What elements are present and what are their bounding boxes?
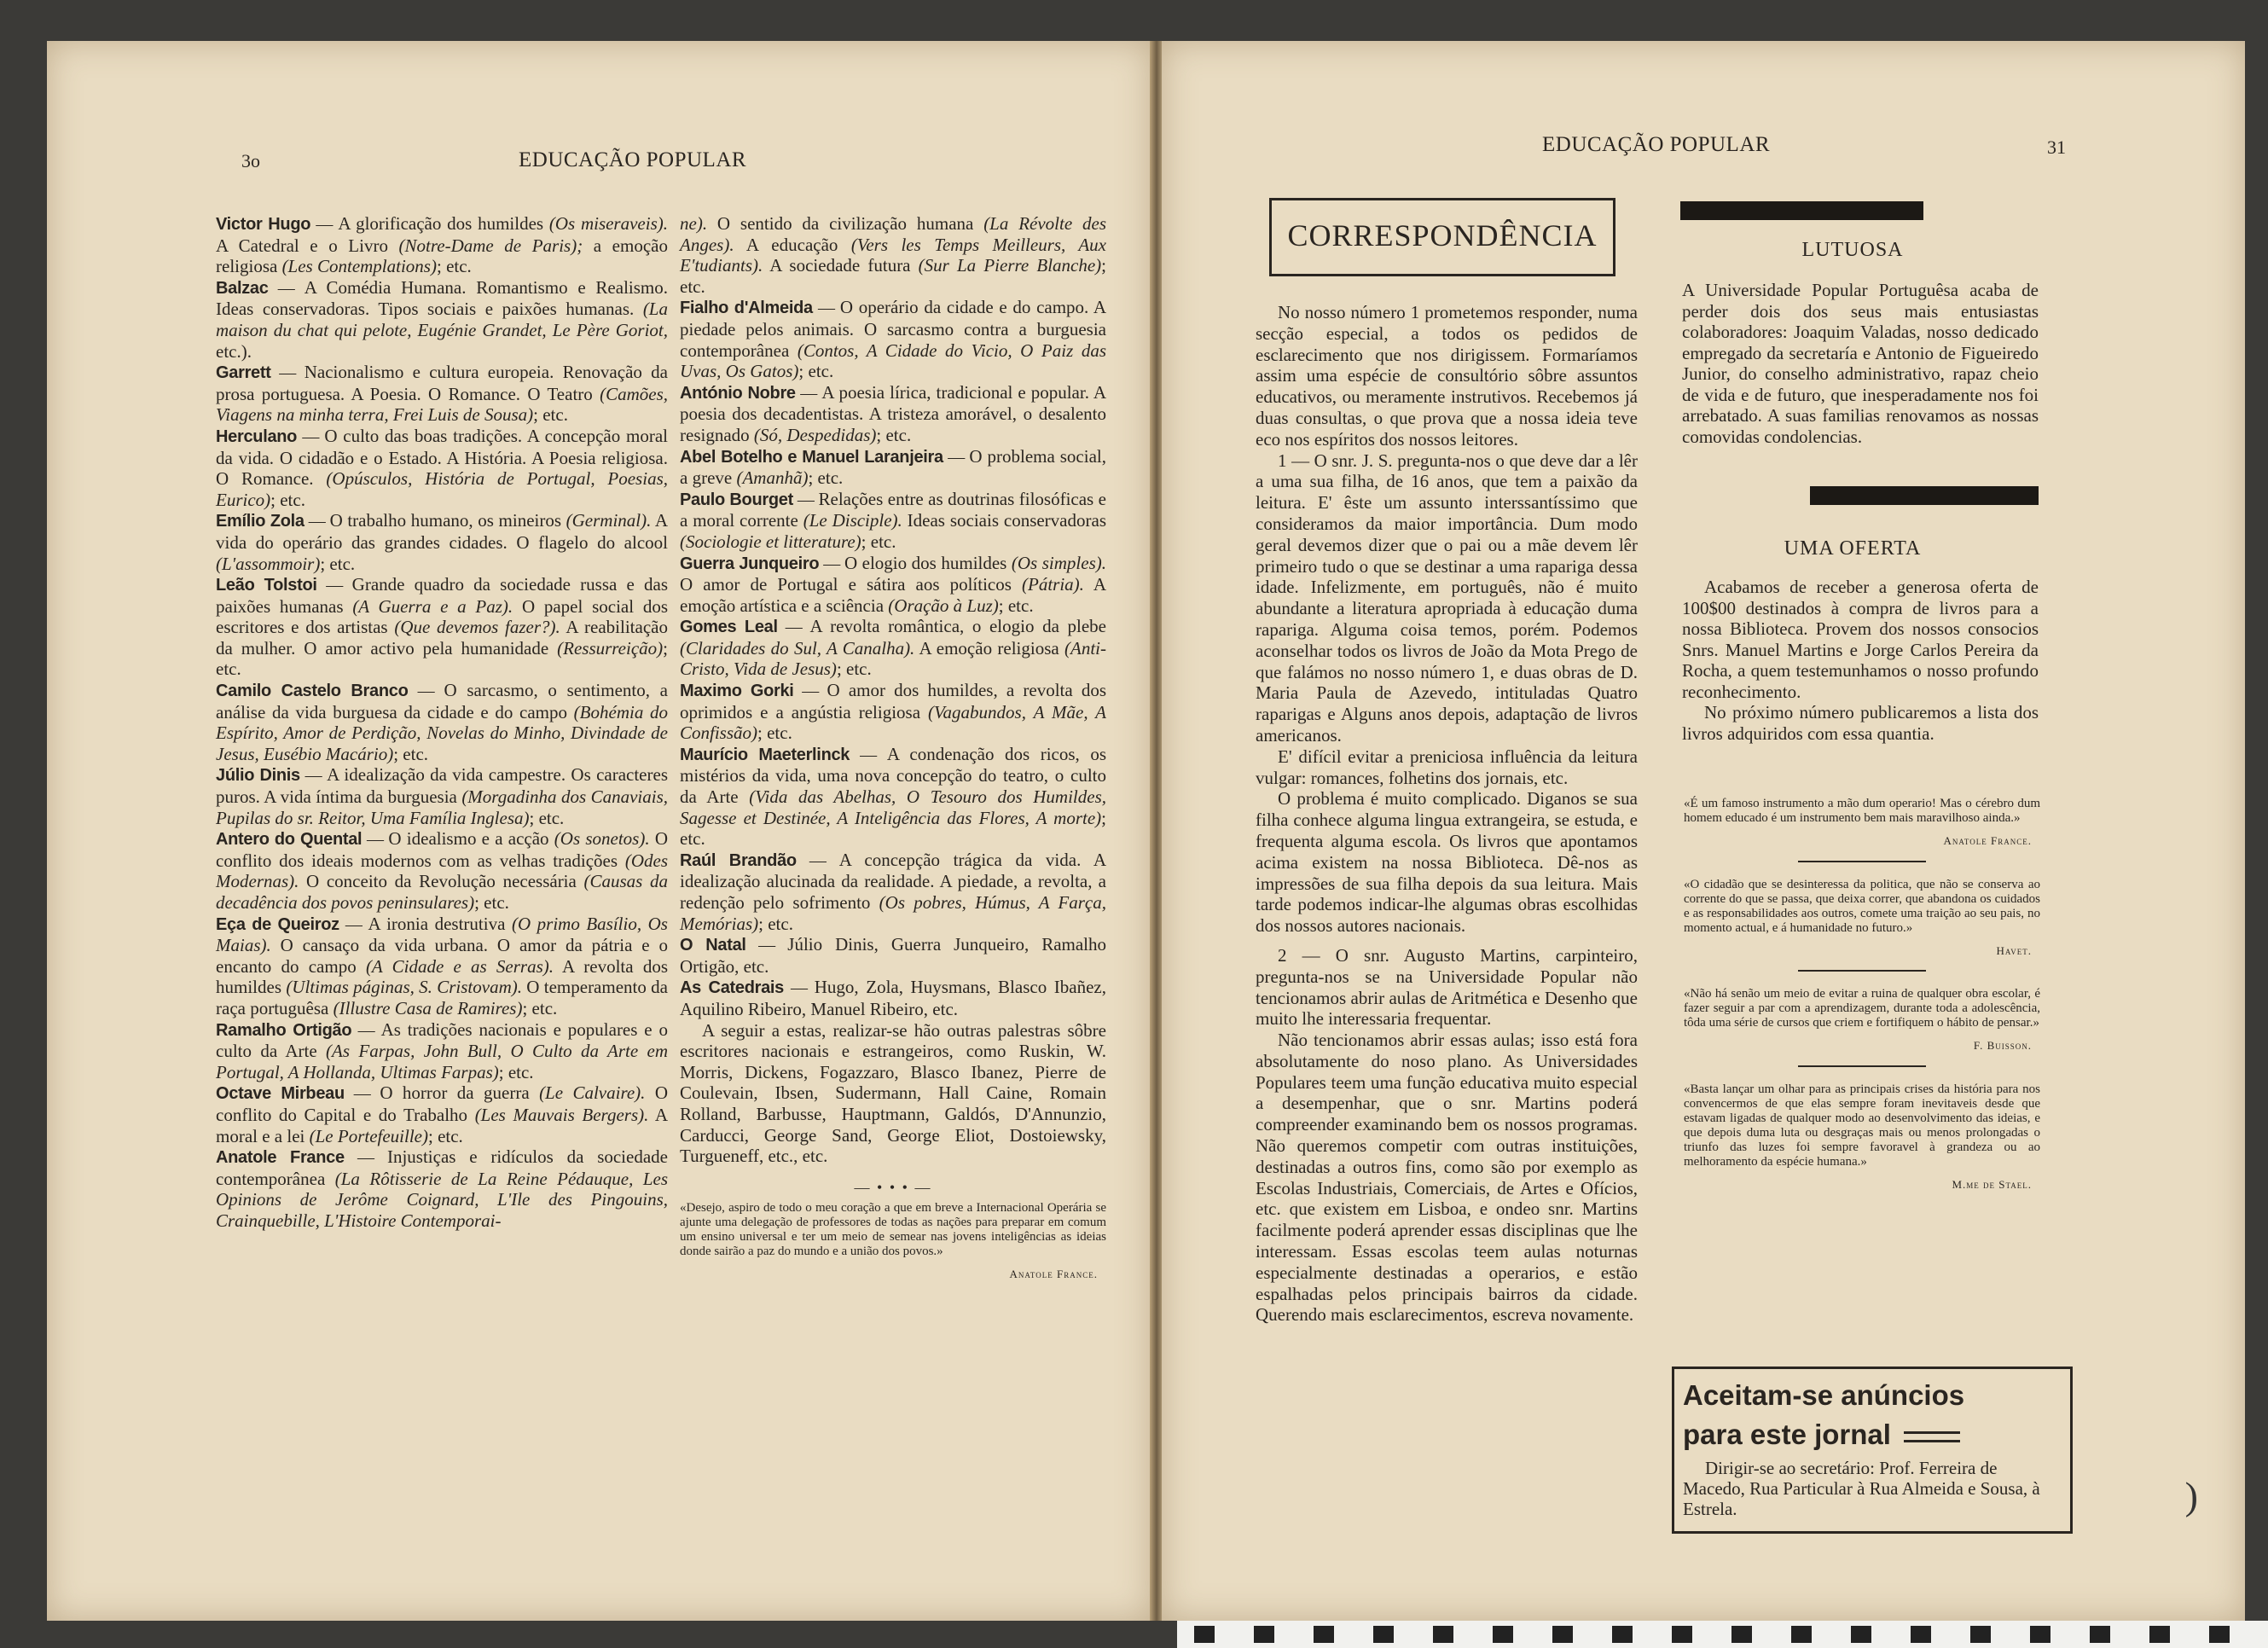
paragraph: 1 — O snr. J. S. pregunta-nos o que deve dar a lêr a uma sua filha, de 16 anos, que tem a paixão da leitura. E' êste um assunto interssantíssimo que consideramos da maior importância. Dum modo geral devemos dizer que o pai ou a mãe devem lêr primeiro tudo o que se destinar a uma rapariga dessa idade. Infelizmente, em português, não é muito abundante a literatura apropriada à educação duma rapariga. Alguma coisa temos, porém. Podemos aconselhar todos os livros de João da Mota Prego de que falámos no nosso número 1, e duas obras de D. Maria Paula de Azevedo, intituladas Quatro raparigas e Alguns anos depois, adaptação de livros americanos. xyxy=(1256,450,1638,746)
list-item: Gomes Leal — A revolta romântica, o elogio da plebe (Claridades do Sul, A Canalha). A emoção religiosa (Anti-Cristo, Vida de Jesus); etc. xyxy=(680,616,1106,680)
paragraph: 2 — O snr. Augusto Martins, carpinteiro, pregunta-nos se na Universidade Popular não tencionamos abrir aulas de Aritmética e Desenho que muito lhe interessaria frequentar. xyxy=(1256,944,1638,1030)
list-item: Herculano — O culto das boas tradições. A concepção moral da vida. O cidadão e o Estado. A História. A Poesia religiosa. O Romance. (Opúsculos, História de Portugal, Poesias, Eurico); etc. xyxy=(216,426,668,510)
quote-author: Anatole France. xyxy=(1009,1268,1098,1281)
list-item: Paulo Bourget — Relações entre as doutrinas filosóficas e a moral corrente (Le Disciple). Ideas sociais conservadoras (Sociologie et litterature); etc. xyxy=(680,489,1106,553)
list-item: Antero do Quental — O idealismo e a acção (Os sonetos). O conflito dos ideais modernos com as velhas tradições (Odes Modernas). O conceito da Revolução necessária (Causas da decadência dos povos peninsulares); etc. xyxy=(216,828,668,913)
paragraph: No nosso número 1 prometemos responder, numa secção especial, a todos os pedidos de esclarecimento que nos dirigissem. Formaríamos assim uma espécie de consultório sôbre assuntos educativos, ou meramente instrutivos. Recebemos já duas consultas, o que prova que a nossa ideia teve eco nos espíritos dos nossos leitores. xyxy=(1256,302,1638,450)
left-column-1 xyxy=(216,213,668,1232)
list-item: Camilo Castelo Branco — O sarcasmo, o sentimento, a análise da vida burguesa da cidade e do campo (Bohémia do Espírito, Amor de Perdição, Novelas do Minho, Divindade de Jesus, Eusébio Macário); etc. xyxy=(216,680,668,764)
quote: «É um famoso instrumento a mão dum operario! Mas o cérebro dum homem educado é um instrumento bem mais maravilhoso ainda.» xyxy=(1684,797,2040,825)
oferta-text xyxy=(1682,577,2039,744)
paragraph: Acabamos de receber a generosa oferta de 100$00 destinados à compra de livros para a nossa Biblioteca. Provem dos nossos consocios Snrs. Manuel Martins e Jorge Carlos Pereira da Rocha, a quem testemunhamos o nosso profundo reconhecimento. xyxy=(1682,577,2039,702)
running-header: EDUCAÇÃO POPULAR xyxy=(1542,133,1771,156)
ad-text: Dirigir-se ao secretário: Prof. Ferreira de Macedo, Rua Particular à Rua Almeida e Sousa, à Estrela. xyxy=(1683,1458,2040,1519)
list-item: Maximo Gorki — O amor dos humildes, a revolta dos oprimidos e a angústia religiosa (Vagabundos, A Mãe, A Confissão); etc. xyxy=(680,680,1106,744)
ad-title: Aceitam-se anúncios xyxy=(1683,1379,1965,1411)
quote-author: Anatole France. xyxy=(1943,834,2032,847)
list-item: Raúl Brandão — A concepção trágica da vida. A idealização alucinada da realidade. A piedade, a revolta, a redenção pelo sofrimento (Os pobres, Húmus, A Farça, Memórias); etc. xyxy=(680,850,1106,934)
right-page xyxy=(1162,41,2245,1621)
quote-author: F. Buisson. xyxy=(1973,1039,2032,1053)
left-column-2 xyxy=(680,213,1106,1294)
quote: «Desejo, aspiro de todo o meu coração a que em breve a Internacional Operária se ajunte uma delegação de professores de todas as nações para preparar em comum um ensino universal e ter um meio de semear nas jovens inteligências as ideias donde sairão a paz do mundo e a união dos povos.» xyxy=(680,1201,1106,1259)
running-header: EDUCAÇÃO POPULAR xyxy=(519,148,747,171)
list-item: Balzac — A Comédia Humana. Romantismo e Realismo. Ideas conservadoras. Tipos sociais e paixões humanas. (La maison du chat qui pelote, Eugénie Grandet, Le Père Goriot, etc.). xyxy=(216,277,668,362)
separator: — • • • — xyxy=(854,1178,932,1196)
paragraph: O problema é muito complicado. Diganos se sua filha conhece alguma lingua extrangeira, se estuda, e frequenta alguma escola. Os livros que apontamos acima existem na nossa Biblioteca. Dê-nos as impressões de sua filha depois da sua leitura. Mais tarde podemos indicar-lhe algumas obras escolhidas dos nossos autores nacionais. xyxy=(1256,788,1638,937)
paragraph: No próximo número publicaremos a lista dos livros adquiridos com essa quantia. xyxy=(1682,702,2039,744)
paragraph: E' difícil evitar a preniciosa influência da leitura vulgar: romances, folhetins dos jornais, etc. xyxy=(1256,746,1638,788)
list-item: Octave Mirbeau — O horror da guerra (Le Calvaire). O conflito do Capital e do Trabalho (Les Mauvais Bergers). A moral e a lei (Le Portefeuille); etc. xyxy=(216,1082,668,1146)
paragraph: Não tencionamos abrir essas aulas; isso está fora absolutamente do noso plano. As Universidades Populares teem uma função educativa muito especial a desempenhar, que o snr. Martins poderá compreender examinando bem os nossos programas. Não queremos competir com outras instituições, destinadas a outros fins, como são por exemplo as Escolas Industriais, Comerciais, de Artes e Ofícios, etc. que existem em Lisboa, e ondeo snr. Martins facilmente poderá aprender essas disciplinas que lhe interessam. Essas escolas teem aulas noturnas especialmente destinadas a operarios, e estão espalhadas pelos principais bairros da cidade. Querendo mais esclarecimentos, escreva novamente. xyxy=(1256,1030,1638,1326)
lutuosa-text xyxy=(1682,280,2039,447)
list-item: Anatole France — Injustiças e ridículos da sociedade contemporânea (La Rôtisserie de La Reine Pédauque, Les Opinions de Jerôme Coignard, L'Ile des Pingouins, Crainquebille, L'Histoire Contemporai- xyxy=(216,1146,668,1231)
list-item: Garrett — Nacionalismo e cultura europeia. Renovação da prosa portuguesa. A Poesia. O Romance. O Teatro (Camões, Viagens na minha terra, Frei Luis de Sousa); etc. xyxy=(216,362,668,426)
list-item: Leão Tolstoi — Grande quadro da sociedade russa e das paixões humanas (A Guerra e a Paz). O papel social dos escritores e dos artistas (Que devemos fazer?). A reabilitação da mulher. O amor activo pela humanidade (Ressurreição); etc. xyxy=(216,574,668,680)
page-number: 3o xyxy=(241,150,260,171)
quote: «O cidadão que se desinteressa da politica, que não se conserva ao corrente do que se passa, que deixa correr, que abandona os cuidados e as responsabilidades aos outros, comete uma traição ao seu pais, no momento actual, e á humanidade no futuro.» xyxy=(1684,877,2040,935)
list-item: António Nobre — A poesia lírica, tradicional e popular. A poesia dos decadentistas. A tristeza amorável, o desalento resignado (Só, Despedidas); etc. xyxy=(680,382,1106,446)
section-title: LUTUOSA xyxy=(1801,239,1904,261)
continued-entry: ne). O sentido da civilização humana (La Révolte des Anges). A educação (Vers les Temps Meilleurs, Aux E'tudiants). A sociedade futura (Sur La Pierre Blanche); etc. xyxy=(680,213,1107,297)
list-item: Guerra Junqueiro — O elogio dos humildes (Os simples). O amor de Portugal e sátira aos políticos (Pátria). A emoção artística e a sciência (Oração à Luz); etc. xyxy=(680,553,1106,617)
divider xyxy=(1798,1065,1926,1067)
quote: «Basta lançar um olhar para as principais crises da história para nos convencermos de que elas sempre foram inevitaveis desde que estavam ligadas de qualquer modo ao desenvolvimento das ideias, e que depois duma luta ou desgraças mais ou menos prolongadas o triunfo das luzes foi sempre favoravel à grandeza ou ao melhoramento da espécie humana.» xyxy=(1684,1082,2040,1169)
list-item: Fialho d'Almeida — O operário da cidade e do campo. A piedade pelos animais. O sarcasmo contra a burguesia contemporânea (Contos, A Cidade do Vicio, O Paiz das Uvas, Os Gatos); etc. xyxy=(680,297,1106,381)
list-item: Eça de Queiroz — A ironia destrutiva (O primo Basílio, Os Maias). O cansaço da vida urbana. O amor da pátria e o encanto do campo (A Cidade e as Serras). A revolta dos humildes (Ultimas páginas, S. Cristovam). O temperamento da raça portuguêsa (Illustre Casa de Ramires); etc. xyxy=(216,914,668,1019)
list-item: As Catedrais — Hugo, Zola, Huysmans, Blasco Ibañez, Aquilino Ribeiro, Manuel Ribeiro, etc. xyxy=(680,977,1106,1019)
mourning-bar xyxy=(1810,486,2039,505)
correspondencia-text xyxy=(1256,302,1638,1326)
list-item: Abel Botelho e Manuel Laranjeira — O problema social, a greve (Amanhã); etc. xyxy=(680,446,1106,489)
divider xyxy=(1798,970,1926,972)
ad-title: para este jornal xyxy=(1683,1415,2062,1454)
divider xyxy=(1798,861,1926,862)
list-item: Maurício Maeterlinck — A condenação dos ricos, os mistérios da vida, uma nova concepção do teatro, o culto da Arte (Vida das Abelhas, O Tesouro dos Humildes, Sagesse et Destinée, A Inteligência das Flores, A morte); etc. xyxy=(680,744,1106,850)
quotes-column xyxy=(1684,797,2040,1204)
paragraph: A Universidade Popular Portuguêsa acaba de perder dois dos seus mais entusiastas colaboradores: Joaquim Valadas, nosso dedicado empregado da secretaría e Antonio de Figueiredo Junior, do conselho administrativo, rapaz cheio de vida e de futuro, que inesperadamente nos foi arrebatado. A suas familias renovamos as nossas comovidas condolencias. xyxy=(1682,280,2039,447)
left-page xyxy=(47,41,1151,1621)
ink-mark-icon: ) xyxy=(2184,1474,2198,1517)
list-item: Júlio Dinis — A idealização da vida campestre. Os caracteres puros. A vida íntima da burguesia (Morgadinha dos Canaviais, Pupilas do sr. Reitor, Uma Família Inglesa); etc. xyxy=(216,764,668,828)
list-item: O Natal — Júlio Dinis, Guerra Junqueiro, Ramalho Ortigão, etc. xyxy=(680,934,1106,977)
quote-author: M.me de Stael. xyxy=(1952,1177,2032,1191)
list-item: Ramalho Ortigão — As tradições nacionais e populares e o culto da Arte (As Farpas, John Bull, O Culto da Arte em Portugal, A Hollanda, Ultimas Farpas); etc. xyxy=(216,1019,668,1083)
section-title: UMA OFERTA xyxy=(1784,537,1922,560)
measuring-ruler xyxy=(1177,1621,2268,1648)
quote: «Não há senão um meio de evitar a ruina de qualquer obra escolar, é fazer seguir a par com a aprendizagem, durante toda a adolescência, tôda uma série de cursos que criem e fortifiquem o hábito de pensar.» xyxy=(1684,987,2040,1030)
section-title: CORRESPONDÊNCIA xyxy=(1287,218,1598,252)
page-number: 31 xyxy=(2047,136,2066,158)
mourning-bar xyxy=(1680,201,1923,220)
advertisement-box xyxy=(1672,1367,2073,1534)
correspondencia-box xyxy=(1269,198,1615,276)
quote-author: Havet. xyxy=(1996,943,2032,957)
list-item: Victor Hugo — A glorificação dos humildes (Os miseraveis). A Catedral e o Livro (Notre-Dame de Paris); a emoção religiosa (Les Contemplations); etc. xyxy=(216,213,668,277)
paragraph: A seguir a estas, realizar-se hão outras palestras sôbre escritores nacionais e estrangeiros, como Ruskin, W. Morris, Dickens, Fogazzaro, Blasco Ibanez, Pierre de Coulevain, Ibsen, Sudermann, Hall Caine, Romain Rolland, Barbusse, Hauptmann, Galdós, D'Annunzio, Carducci, George Sand, George Eliot, Dostoiewsky, Turgueneff, etc., etc. xyxy=(680,1019,1106,1167)
list-item: Emílio Zola — O trabalho humano, os mineiros (Germinal). A vida do operário das grandes cidades. O flagelo do alcool (L'assommoir); etc. xyxy=(216,510,668,574)
